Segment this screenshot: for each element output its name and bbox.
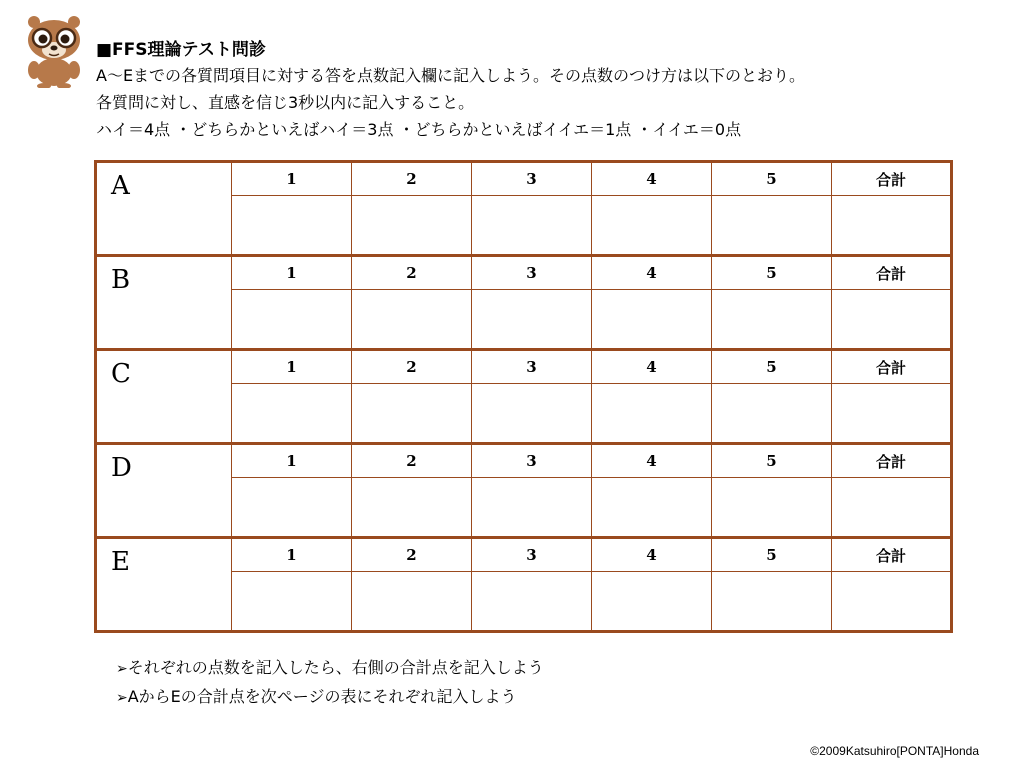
question-number-header: 4 [592, 162, 712, 196]
note-text: それぞれの点数を記入したら、右側の合計点を記入しよう [127, 658, 544, 677]
arrow-bullet-icon: ➢ [116, 661, 128, 677]
score-entry-cell[interactable] [592, 290, 712, 350]
total-column-header: 合計 [832, 256, 952, 290]
score-entry-cell[interactable] [232, 196, 352, 256]
section-label: B [96, 256, 232, 350]
score-entry-cell[interactable] [472, 196, 592, 256]
total-entry-cell[interactable] [832, 572, 952, 632]
note-text: AからEの合計点を次ページの表にそれぞれ記入しよう [127, 687, 517, 706]
question-number-header: 1 [232, 538, 352, 572]
score-entry-cell[interactable] [712, 196, 832, 256]
scoring-rule-line: ハイ＝4点 ・どちらかといえばハイ＝3点 ・どちらかといえばイイエ＝1点 ・イイエ＝0点 [96, 120, 742, 139]
section-header-row [96, 538, 952, 572]
score-entry-cell[interactable] [472, 290, 592, 350]
instruction-line: 各質問に対し、直感を信じ3秒以内に記入すること。 [96, 93, 475, 112]
score-entry-cell[interactable] [352, 384, 472, 444]
question-number-header: 1 [232, 444, 352, 478]
note-item [116, 683, 544, 712]
question-number-header: 5 [712, 538, 832, 572]
score-entry-cell[interactable] [592, 384, 712, 444]
score-entry-cell[interactable] [232, 478, 352, 538]
section-header-row [96, 350, 952, 384]
question-number-header: 4 [592, 444, 712, 478]
total-entry-cell[interactable] [832, 478, 952, 538]
question-number-header: 1 [232, 350, 352, 384]
question-number-header: 3 [472, 162, 592, 196]
question-number-header: 5 [712, 162, 832, 196]
score-entry-cell[interactable] [232, 572, 352, 632]
score-entry-cell[interactable] [352, 290, 472, 350]
question-number-header: 3 [472, 350, 592, 384]
score-entry-cell[interactable] [352, 572, 472, 632]
score-entry-cell[interactable] [592, 196, 712, 256]
section-header-row [96, 256, 952, 290]
tanuki-mascot-icon [22, 14, 86, 88]
question-number-header: 2 [352, 256, 472, 290]
question-number-header: 2 [352, 162, 472, 196]
question-number-header: 5 [712, 444, 832, 478]
question-number-header: 4 [592, 538, 712, 572]
score-entry-cell[interactable] [712, 290, 832, 350]
total-column-header: 合計 [832, 444, 952, 478]
total-entry-cell[interactable] [832, 290, 952, 350]
score-entry-cell[interactable] [472, 478, 592, 538]
question-number-header: 2 [352, 350, 472, 384]
question-number-header: 4 [592, 256, 712, 290]
score-entry-cell[interactable] [712, 478, 832, 538]
question-number-header: 1 [232, 256, 352, 290]
score-entry-cell[interactable] [352, 478, 472, 538]
section-label: D [96, 444, 232, 538]
question-number-header: 4 [592, 350, 712, 384]
note-item [116, 654, 544, 683]
score-entry-cell[interactable] [232, 384, 352, 444]
total-entry-cell[interactable] [832, 384, 952, 444]
score-entry-cell[interactable] [232, 290, 352, 350]
question-number-header: 2 [352, 444, 472, 478]
score-entry-cell[interactable] [472, 572, 592, 632]
score-entry-cell[interactable] [592, 572, 712, 632]
instructions-header [96, 38, 1006, 143]
section-label: A [96, 162, 232, 256]
score-entry-cell[interactable] [712, 572, 832, 632]
question-number-header: 2 [352, 538, 472, 572]
score-entry-cell[interactable] [472, 384, 592, 444]
question-number-header: 5 [712, 350, 832, 384]
total-entry-cell[interactable] [832, 196, 952, 256]
score-entry-cell[interactable] [352, 196, 472, 256]
score-table [94, 160, 953, 633]
section-header-row [96, 162, 952, 196]
section-label: E [96, 538, 232, 632]
question-number-header: 5 [712, 256, 832, 290]
copyright: ©2009Katsuhiro[PONTA]Honda [810, 744, 979, 758]
notes-list [116, 654, 544, 712]
total-column-header: 合計 [832, 162, 952, 196]
total-column-header: 合計 [832, 538, 952, 572]
score-entry-cell[interactable] [712, 384, 832, 444]
instruction-line: A～Eまでの各質問項目に対する答を点数記入欄に記入しよう。その点数のつけ方は以下のとおり。 [96, 66, 806, 85]
question-number-header: 3 [472, 538, 592, 572]
page-title: ■FFS理論テスト問診 [96, 40, 266, 60]
arrow-bullet-icon: ➢ [116, 690, 128, 706]
total-column-header: 合計 [832, 350, 952, 384]
question-number-header: 3 [472, 444, 592, 478]
score-entry-cell[interactable] [592, 478, 712, 538]
section-label: C [96, 350, 232, 444]
section-header-row [96, 444, 952, 478]
question-number-header: 1 [232, 162, 352, 196]
question-number-header: 3 [472, 256, 592, 290]
